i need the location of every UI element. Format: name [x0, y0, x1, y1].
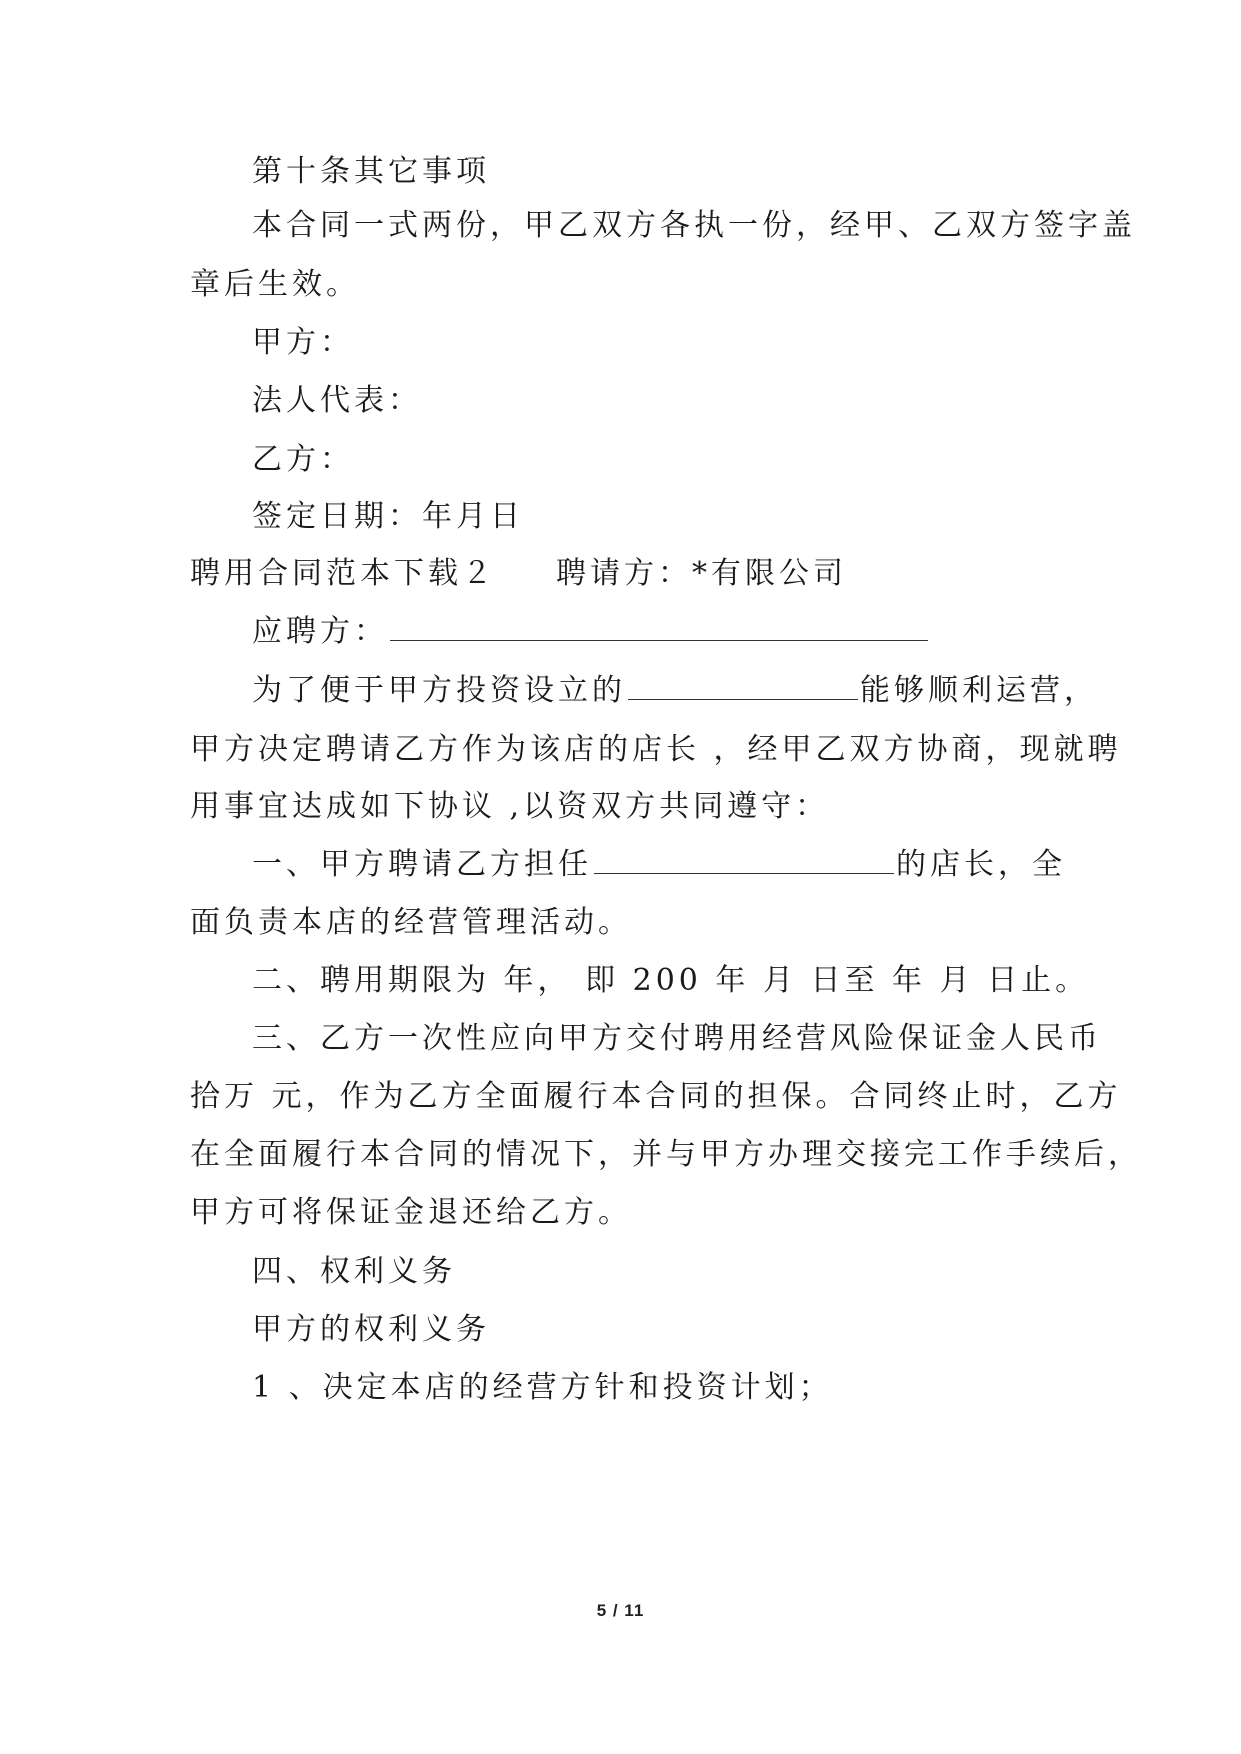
- employer-label: 聘请方：*有限公司: [556, 556, 847, 591]
- store-name-blank: [628, 673, 858, 700]
- paragraph-line: 三、乙方一次性应向甲方交付聘用经营风险保证金人民币: [252, 1021, 1102, 1056]
- signing-date-label: 签定日期：年月日: [252, 499, 524, 534]
- applicant-label: 应聘方：: [252, 614, 388, 649]
- page-number: 5 / 11: [596, 1601, 645, 1620]
- applicant-blank: [390, 614, 928, 641]
- paragraph-line: [252, 671, 1098, 711]
- clause-four-heading: 四、权利义务: [252, 1254, 456, 1289]
- paragraph-line: 在全面履行本合同的情况下，并与甲方办理交接完工作手续后，: [190, 1137, 1142, 1172]
- party-a-rights-heading: 甲方的权利义务: [252, 1312, 490, 1347]
- paragraph-line: 拾万 元，作为乙方全面履行本合同的担保。合同终止时，乙方: [190, 1079, 1122, 1114]
- article-ten-heading: 第十条其它事项: [252, 154, 490, 189]
- party-b-label: 乙方：: [252, 442, 354, 477]
- applicant-line: [252, 612, 1060, 652]
- party-a-label: 甲方：: [252, 325, 354, 360]
- clause-two-term: 二、聘用期限为 年， 即 200 年 月 日至 年 月 日止。: [252, 963, 1090, 998]
- paragraph-line: 甲方可将保证金退还给乙方。: [190, 1195, 632, 1230]
- paragraph-line: 章后生效。: [190, 267, 360, 302]
- rights-item-1: 1 、决定本店的经营方针和投资计划；: [252, 1370, 833, 1405]
- position-blank: [594, 847, 894, 874]
- purpose-text-a: 为了便于甲方投资设立的: [252, 673, 626, 708]
- contract-title-line: [190, 554, 1060, 594]
- clause-one-text-b: 的店长，全: [896, 847, 1066, 882]
- contract-title: 聘用合同范本下载２: [190, 556, 496, 591]
- paragraph-line: 甲方决定聘请乙方作为该店的店长 ，经甲乙双方协商，现就聘: [190, 732, 1122, 767]
- purpose-text-b: 能够顺利运营，: [860, 673, 1098, 708]
- clause-one-text-a: 一、甲方聘请乙方担任: [252, 847, 592, 882]
- paragraph-line: 用事宜达成如下协议 ,以资双方共同遵守：: [190, 789, 830, 824]
- paragraph-line: 面负责本店的经营管理活动。: [190, 905, 632, 940]
- paragraph-line: [252, 845, 1066, 885]
- paragraph-line: 本合同一式两份，甲乙双方各执一份，经甲、乙双方签字盖: [252, 208, 1136, 243]
- legal-representative-label: 法人代表：: [252, 383, 422, 418]
